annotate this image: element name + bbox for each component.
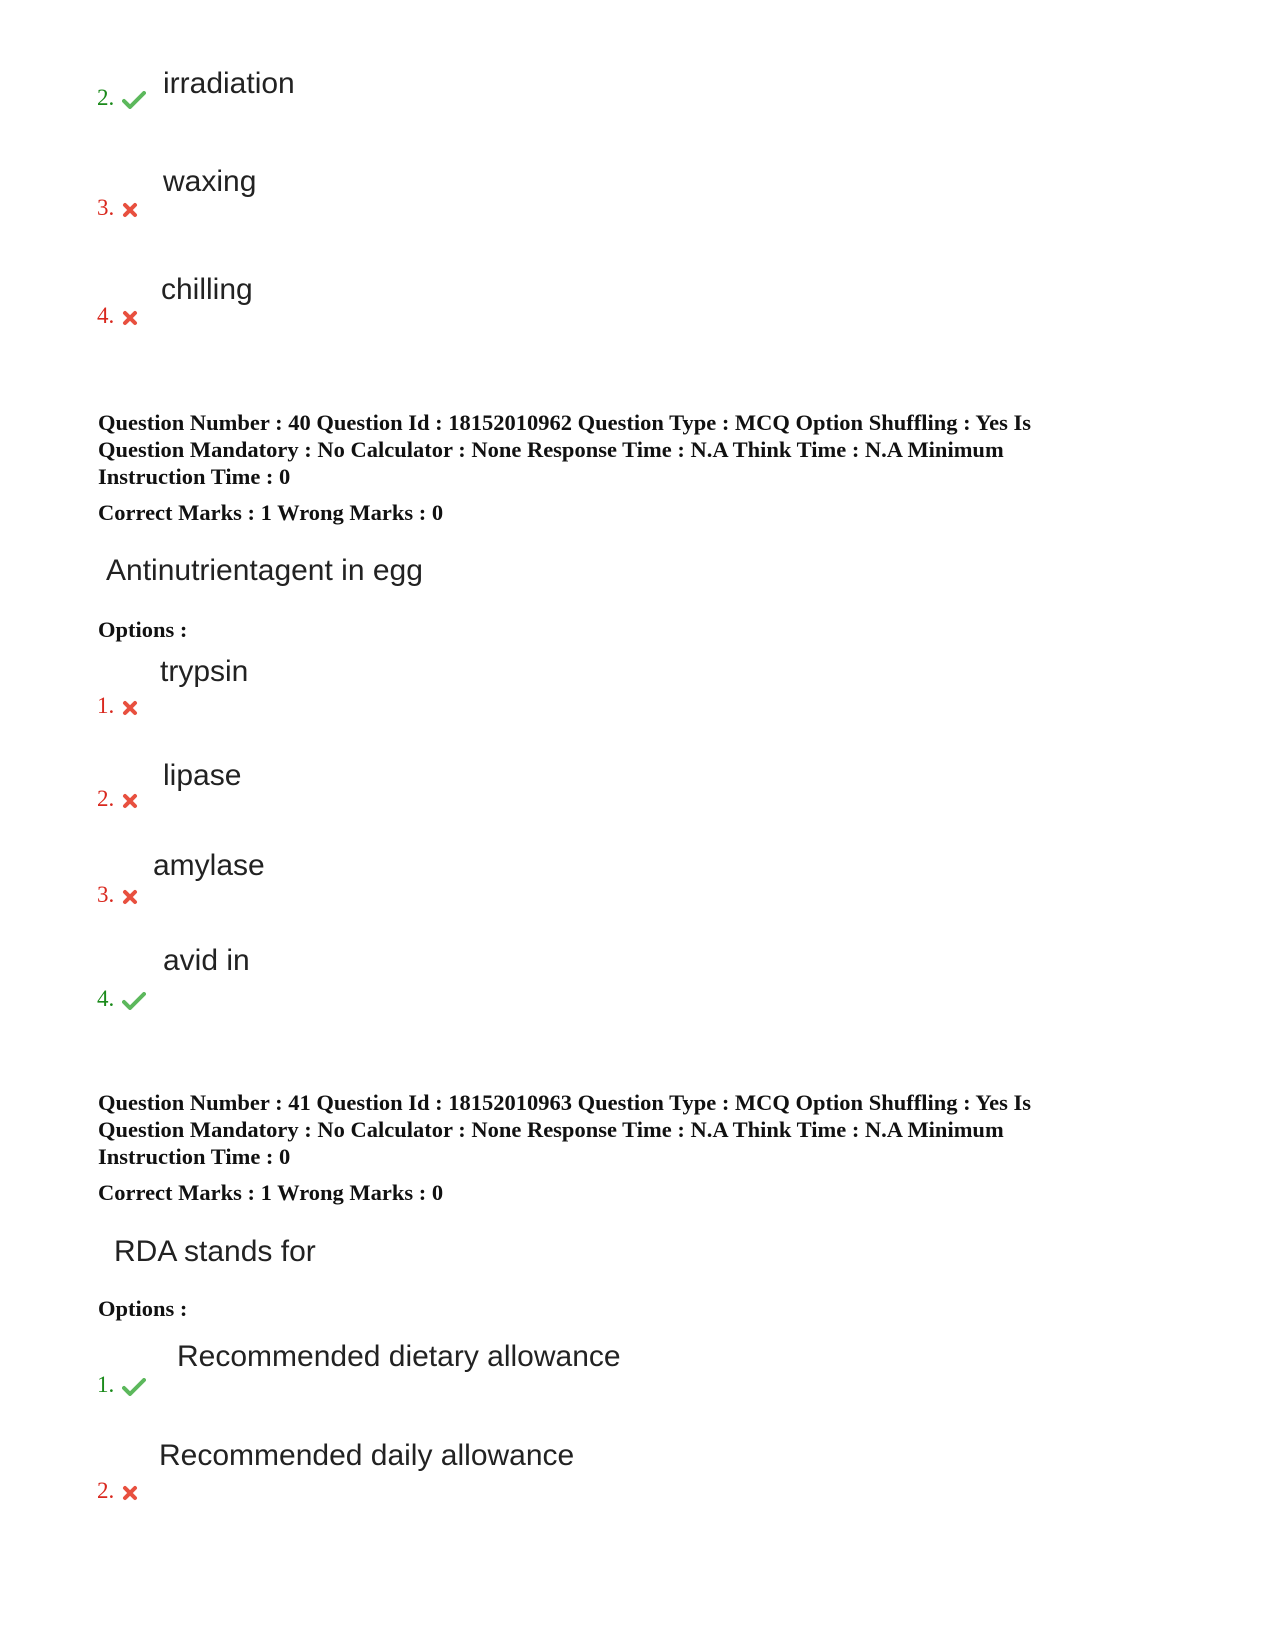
option-number: 2. [97, 787, 138, 810]
option-number: 3. [97, 196, 138, 219]
question-text: RDA stands for [114, 1235, 316, 1268]
option-number: 4. [97, 987, 146, 1010]
option-text: Recommended daily allowance [159, 1439, 575, 1472]
option-text: amylase [153, 849, 265, 882]
options-label: Options : [98, 1296, 188, 1321]
option-text: avid in [163, 944, 250, 977]
check-icon [122, 91, 146, 109]
option-number: 2. [97, 86, 146, 109]
marks-line: Correct Marks : 1 Wrong Marks : 0 [98, 1180, 444, 1205]
option-text: chilling [161, 273, 253, 306]
cross-icon [122, 889, 138, 905]
option-number: 2. [97, 1479, 138, 1502]
check-icon [122, 992, 146, 1010]
option-text: trypsin [160, 655, 249, 688]
cross-icon [122, 793, 138, 809]
option-number: 1. [97, 694, 138, 717]
cross-icon [122, 700, 138, 716]
option-text: irradiation [163, 67, 295, 100]
option-text: waxing [163, 165, 257, 198]
cross-icon [122, 310, 138, 326]
marks-line: Correct Marks : 1 Wrong Marks : 0 [98, 500, 444, 525]
option-text: Recommended dietary allowance [177, 1340, 621, 1373]
options-label: Options : [98, 617, 188, 642]
cross-icon [122, 1485, 138, 1501]
check-icon [122, 1378, 146, 1396]
option-number: 4. [97, 304, 138, 327]
option-text: lipase [163, 759, 242, 792]
option-number: 3. [97, 883, 138, 906]
question-meta: Question Number : 40 Question Id : 18152010962 Question Type : MCQ Option Shuffling : Yes Is Question Mandatory : No Calculator : None Response Time : N.A Think Time : N.A Minimum Instruction Time : 0 [98, 410, 1032, 489]
question-text: Antinutrientagent in egg [106, 554, 423, 587]
cross-icon [122, 202, 138, 218]
question-meta: Question Number : 41 Question Id : 18152010963 Question Type : MCQ Option Shuffling : Yes Is Question Mandatory : No Calculator : None Response Time : N.A Think Time : N.A Minimum Instruction Time : 0 [98, 1090, 1032, 1169]
option-number: 1. [97, 1373, 146, 1396]
